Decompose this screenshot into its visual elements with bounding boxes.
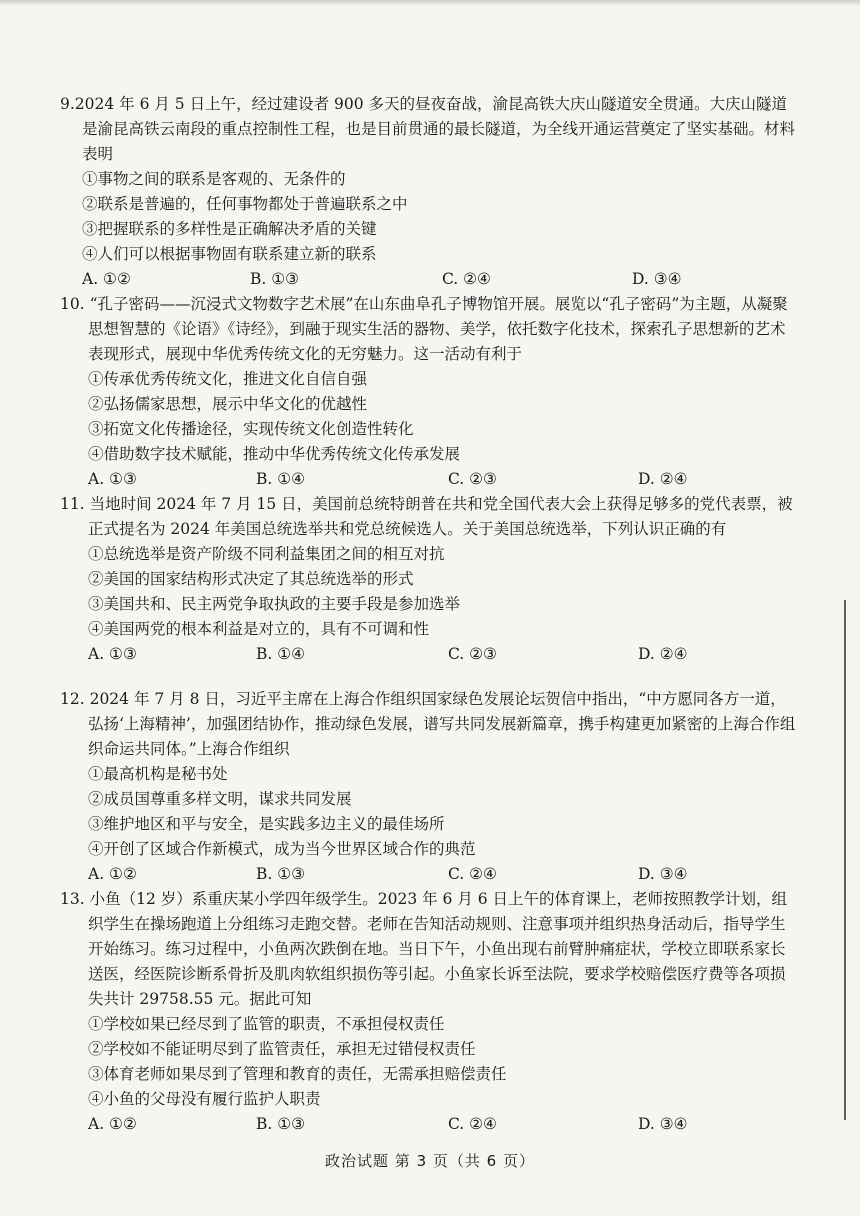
statement-3: ③拓宽文化传播途径，实现传统文化创造性转化 (88, 420, 414, 438)
statement-3: ③维护地区和平与安全，是实践多边主义的最佳场所 (88, 815, 445, 833)
choice-a[interactable]: A. ①② (82, 270, 131, 288)
choice-c[interactable]: C. ②④ (448, 1115, 497, 1133)
choice-a[interactable]: A. ①③ (88, 470, 137, 488)
statement-3: ③美国共和、民主两党争取执政的主要手段是参加选举 (88, 595, 461, 613)
choice-b[interactable]: B. ①④ (256, 470, 306, 488)
question-stem: 13. 小鱼（12 岁）系重庆某小学四年级学生。2023 年 6 月 6 日上午的体育课上，老师按照教学计划，组织学生在操场跑道上分组练习走跑交替。老师在告知活动规则、注意事项并组织热身活动后，指导学生开始练习。练习过程中，小鱼两次跌倒在地。当日下午，小鱼出现右前臂肿痛症状，学校立即联系家长送医，经医院诊断系骨折及肌肉软组织损伤等引起。小鱼家长诉至法院，要求学校赔偿医疗费等各项损失共计 29758.55 元。据此可知 (60, 890, 788, 1008)
choice-d[interactable]: D. ②④ (638, 470, 688, 488)
choice-c[interactable]: C. ②③ (448, 645, 497, 663)
statement-1: ①传承优秀传统文化，推进文化自信自强 (88, 370, 368, 388)
question-stem: 9.2024 年 6 月 5 日上午，经过建设者 900 多天的昼夜奋战，渝昆高铁大庆山隧道安全贯通。大庆山隧道是渝昆高铁云南段的重点控制性工程，也是目前贯通的最长隧道，为全线开通运营奠定了坚实基础。材料表明 (60, 95, 796, 163)
choice-b[interactable]: B. ①④ (256, 645, 306, 663)
choice-a[interactable]: A. ①② (88, 865, 137, 883)
statement-2: ②联系是普遍的，任何事物都处于普遍联系之中 (82, 195, 408, 213)
choice-d[interactable]: D. ③④ (638, 865, 688, 883)
choice-c[interactable]: C. ②③ (448, 470, 497, 488)
question-stem: 12. 2024 年 7 月 8 日，习近平主席在上海合作组织国家绿色发展论坛贺信中指出，“中方愿同各方一道，弘扬‘上海精神’，加强团结协作，推动绿色发展，谱写共同发展新篇章，携手构建更加紧密的上海合作组织命运共同体。”上海合作组织 (60, 690, 796, 758)
answer-choices (60, 862, 800, 887)
answer-choices (60, 1112, 800, 1137)
answer-choices (60, 467, 800, 492)
question-9 (60, 92, 800, 292)
choice-d[interactable]: D. ②④ (638, 645, 688, 663)
statement-1: ①事物之间的联系是客观的、无条件的 (82, 170, 346, 188)
question-stem: 11. 当地时间 2024 年 7 月 15 日，美国前总统特朗普在共和党全国代表大会上获得足够多的党代表票，被正式提名为 2024 年美国总统选举共和党总统候选人。关于美国总统选举，下列认识正确的有 (60, 495, 793, 538)
statement-2: ②美国的国家结构形式决定了其总统选举的形式 (88, 570, 414, 588)
statement-1: ①最高机构是秘书处 (88, 765, 228, 783)
statement-4: ④美国两党的根本利益是对立的，具有不可调和性 (88, 620, 430, 638)
choice-a[interactable]: A. ①② (88, 1115, 137, 1133)
statement-4: ④小鱼的父母没有履行监护人职责 (88, 1090, 321, 1108)
choice-c[interactable]: C. ②④ (442, 270, 491, 288)
answer-choices (60, 642, 800, 667)
statement-3: ③体育老师如果尽到了管理和教育的责任，无需承担赔偿责任 (88, 1065, 507, 1083)
choice-d[interactable]: D. ③④ (632, 270, 682, 288)
question-10 (60, 292, 800, 492)
choice-b[interactable]: B. ①③ (250, 270, 300, 288)
question-stem: 10. “孔子密码——沉浸式文物数字艺术展”在山东曲阜孔子博物馆开展。展览以“孔子密码”为主题，从凝聚思想智慧的《论语》《诗经》，到融于现实生活的器物、美学，依托数字化技术，探索孔子思想新的艺术表现形式，展现中华优秀传统文化的无穷魅力。这一活动有利于 (60, 295, 788, 363)
statement-4: ④借助数字技术赋能，推动中华优秀传统文化传承发展 (88, 445, 461, 463)
answer-choices (60, 267, 800, 292)
question-12 (60, 687, 800, 887)
statement-2: ②弘扬儒家思想，展示中华文化的优越性 (88, 395, 368, 413)
statement-2: ②成员国尊重多样文明，谋求共同发展 (88, 790, 352, 808)
choice-c[interactable]: C. ②④ (448, 865, 497, 883)
choice-b[interactable]: B. ①③ (256, 1115, 306, 1133)
statement-1: ①学校如果已经尽到了监管的职责，不承担侵权责任 (88, 1015, 445, 1033)
statement-3: ③把握联系的多样性是正确解决矛盾的关键 (82, 220, 377, 238)
page-footer: 政治试题 第 3 页（共 6 页） (325, 1152, 535, 1170)
statement-2: ②学校如不能证明尽到了监管责任，承担无过错侵权责任 (88, 1040, 476, 1058)
question-13 (60, 887, 800, 1137)
choice-b[interactable]: B. ①③ (256, 865, 306, 883)
question-11 (60, 492, 800, 667)
choice-d[interactable]: D. ③④ (638, 1115, 688, 1133)
choice-a[interactable]: A. ①③ (88, 645, 137, 663)
statement-4: ④开创了区域合作新模式，成为当今世界区域合作的典范 (88, 840, 476, 858)
statement-4: ④人们可以根据事物固有联系建立新的联系 (82, 245, 377, 263)
statement-1: ①总统选举是资产阶级不同利益集团之间的相互对抗 (88, 545, 445, 563)
